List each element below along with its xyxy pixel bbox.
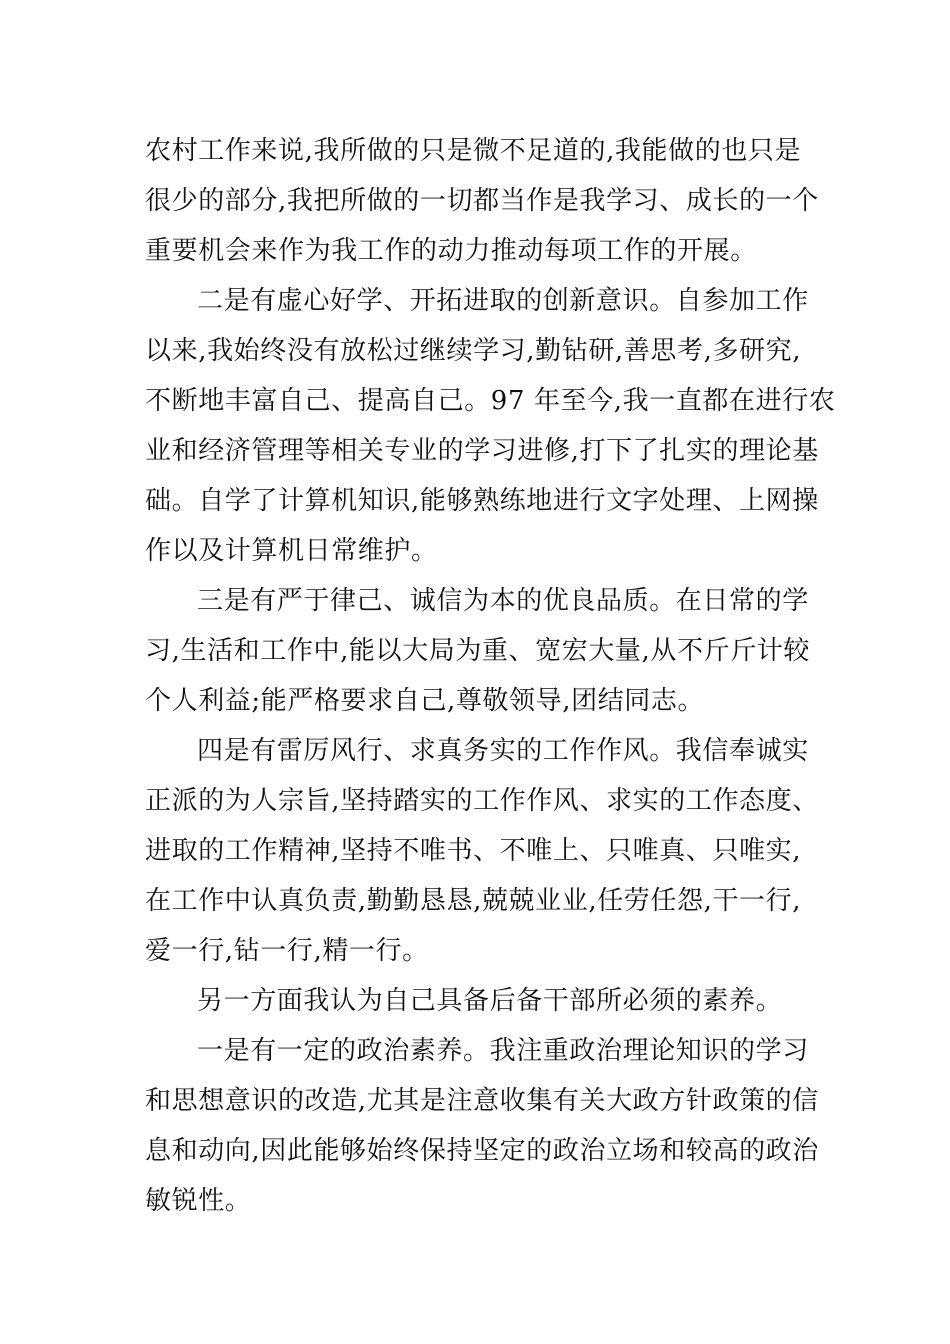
text-line: 础。自学了计算机知识,能够熟练地进行文字处理、上网操 [145,486,819,516]
paragraph-start-line: 三是有严于律己、诚信为本的优良品质。在日常的学 [197,586,809,616]
text-line: 息和动向,因此能够始终保持坚定的政治立场和较高的政治 [145,1136,819,1166]
body-text [145,126,836,1226]
text-line: 爱一行,钻一行,精一行。 [145,936,429,966]
text-line: 农村工作来说,我所做的只是微不足道的,我能做的也只是 [145,136,802,166]
paragraph-start-line: 一是有一定的政治素养。我注重政治理论知识的学习 [197,1036,809,1066]
text-line: 敏锐性。 [145,1186,252,1216]
text-line: 正派的为人宗旨,坚持踏实的工作作风、求实的工作态度、 [145,786,819,816]
text-line: 不断地丰富自己、提高自己。97 年至今,我一直都在进行农 [145,386,836,416]
paragraph-start-line: 另一方面我认为自己具备后备干部所必须的素养。 [197,986,783,1016]
text-line: 个人利益;能严格要求自己,尊敬领导,团结同志。 [145,686,705,716]
text-line: 在工作中认真负责,勤勤恳恳,兢兢业业,任劳任怨,干一行, [145,886,802,916]
text-line: 以来,我始终没有放松过继续学习,勤钻研,善思考,多研究, [145,336,802,366]
paragraph-start-line: 四是有雷厉风行、求真务实的工作作风。我信奉诚实 [197,736,809,766]
text-line: 业和经济管理等相关专业的学习进修,打下了扎实的理论基 [145,436,819,466]
text-line: 和思想意识的改造,尤其是注意收集有关大政方针政策的信 [145,1086,819,1116]
text-line: 进取的工作精神,坚持不唯书、不唯上、只唯真、只唯实, [145,836,802,866]
text-line: 习,生活和工作中,能以大局为重、宽宏大量,从不斤斤计较 [145,636,810,666]
text-line: 重要机会来作为我工作的动力推动每项工作的开展。 [145,236,757,266]
text-line: 作以及计算机日常维护。 [145,536,438,566]
text-line: 很少的部分,我把所做的一切都当作是我学习、成长的一个 [145,186,819,216]
paragraph-start-line: 二是有虚心好学、开拓进取的创新意识。自参加工作 [197,286,809,316]
